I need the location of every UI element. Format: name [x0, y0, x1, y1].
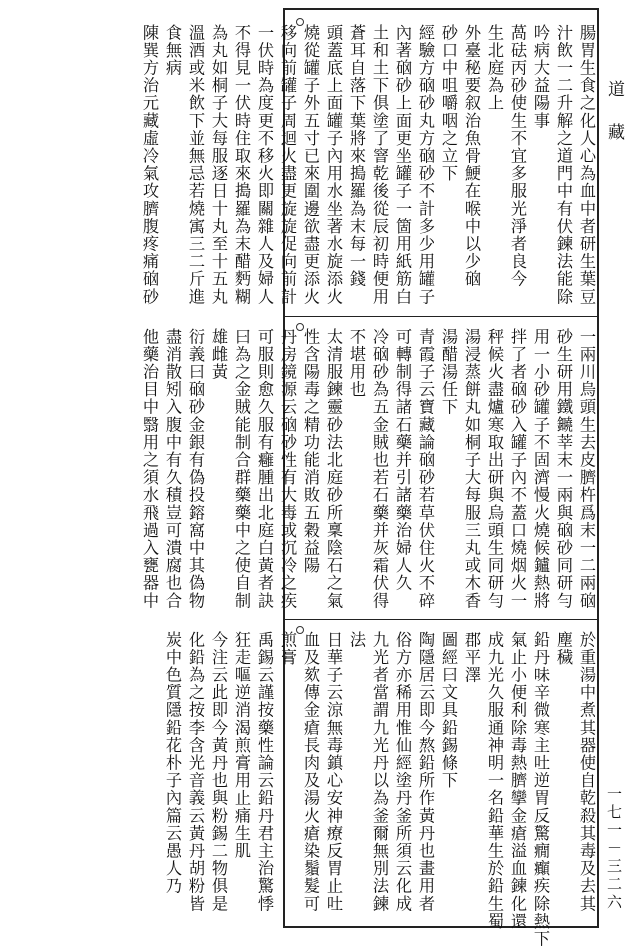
text-column: 冷硇砂為五金賊也若石藥并灰霜伏得 [370, 328, 389, 610]
text-column: 可轉制得諸石藥并引諸藥治婦人久 [393, 328, 412, 592]
text-column: 衍義曰硇砂金銀有偽投鎔窩中其偽物 [186, 328, 205, 610]
text-column: 一兩川烏頭生去皮臍杵爲末一二兩硇 [577, 328, 596, 610]
text-column: 一伏時為度更不移火即關雜人及婦人 [255, 24, 274, 306]
text-column: 圖經曰文具鉛錫條下 [439, 631, 458, 790]
text-column: 九光者當謂九光丹以為釜爾無別法鍊 [370, 631, 389, 913]
text-column: 日華子云涼無毒鎮心安神療反胃止吐 [324, 631, 343, 913]
text-column: 法 [347, 631, 366, 649]
text-column: 俗方亦稀用惟仙經塗丹釜所須云化成 [393, 631, 412, 913]
text-column: 血及欬傳金瘡長肉及湯火瘡染鬚髮可 [301, 631, 320, 913]
text-column: 湯浸蒸餅丸如桐子大每服三丸或木香 [462, 328, 481, 610]
text-column: 溫酒或米飲下並無忌若燒㝢三二斤進 [186, 24, 205, 306]
text-column: 砂口中咀嚼咽之立下 [439, 24, 458, 183]
text-column: 外臺秘要叙治魚骨鯁在喉中以少硇 [462, 24, 481, 288]
text-panel-bottom [163, 631, 597, 948]
text-column: 塵穢 [554, 631, 573, 667]
text-column: 不得見一伏時住取來搗羅為末醋麪糊 [232, 24, 251, 306]
text-panel-middle [140, 328, 597, 616]
text-column: 陶隱居云即今熬鉛所作黃丹也畫用者 [416, 631, 435, 913]
text-column: 可服則愈久服有癰腫出北庭白黃者訣 [255, 328, 274, 610]
text-column: 盡消散矧入腹中有久積豈可潰腐也合 [163, 328, 182, 610]
text-column: 為丸如桐子大每服逐日十丸至十五丸 [209, 24, 228, 306]
text-column: 汁飲一二升解之道門中有伏鍊法能除 [554, 24, 573, 306]
text-column: 食無病 [163, 24, 182, 77]
text-column: 拌了者硇砂入罐子內不蓋口燒烟火一 [508, 328, 527, 610]
text-column: 萵砝丙砂使生不宜多服光淨者良今 [508, 24, 527, 288]
text-column: 炭中色質隱鉛花朴子內篇云愚人乃 [163, 631, 182, 895]
margin-page-number: 一七一－三二六 [605, 786, 623, 912]
panel-divider [283, 619, 599, 620]
text-column: 丹房鏡源云硇砂性有大毒或沉冷之疾 [278, 328, 297, 610]
text-column: 不堪用也 [347, 328, 366, 399]
text-column: 腸胃生食之化人心為血中者研生葉豆 [577, 24, 596, 306]
text-column: 性含陽毒之精功能消敗五穀益陽 [301, 328, 320, 575]
text-column: 太清服鍊靈砂法北庭砂所稟陰石之氣 [324, 328, 343, 610]
text-column: 曰為之金賊能制合群藥藥中之使自制 [232, 328, 251, 610]
text-column: 成九光久服通神明一名鉛華生於鉛生蜀 [485, 631, 504, 931]
text-column: 煎膏 [278, 631, 297, 667]
text-column: 狂走嘔逆消渴煎膏用止痛生肌 [232, 631, 251, 860]
text-panel-top [140, 24, 597, 312]
text-column: 頭蓋底上面罐子內用水坐著水旋添火 [324, 24, 343, 306]
text-column: 他藥治目中翳用之須水飛過入甕器中 [140, 328, 159, 610]
text-column: 經驗方硇砂丸方硇砂不計多少用罐子 [416, 24, 435, 306]
text-column: 鉛丹味辛微寒主吐逆胃反驚癇癲疾除熱下 [531, 631, 550, 948]
text-column: 氣止小便利除毒熱臍攣金瘡溢血鍊化還 [508, 631, 527, 931]
text-column: 燒從罐子外五寸已來圍邊欲盡更添火 [301, 24, 320, 306]
text-column: 吟病大益陽事 [531, 24, 550, 130]
text-column: 用一小砂罐子不固濟慢火燒候鑪熱將 [531, 328, 550, 610]
panel-divider [283, 316, 599, 317]
text-column: 化鉛為之按李含光音義云黃丹胡粉皆 [186, 631, 205, 913]
text-column: 今注云此即今黃丹也與粉錫二物俱是 [209, 631, 228, 913]
text-column: 於重湯中煮其器使自乾殺其毒及去其 [577, 631, 596, 913]
text-column: 砂生研用鐵䥵莘末一兩與硇砂同研勻 [554, 328, 573, 610]
text-column: 禹錫云謹按藥性論云鉛丹君主治驚悸 [255, 631, 274, 913]
margin-title: 道藏 [604, 80, 624, 166]
text-column: 郡平澤 [462, 631, 481, 684]
text-column: 秤候火盡爐寒取出研與烏頭生同研勻 [485, 328, 504, 610]
text-column: 青霞子云寶藏論硇砂若草伏住火不碎 [416, 328, 435, 610]
text-column: 陳巽方治元藏虛冷氣攻臍腹疼痛硇砂 [140, 24, 159, 306]
text-column: 雄雌黃 [209, 328, 228, 381]
text-column: 內著硇砂上面更坐罐子一箇用紙筋白 [393, 24, 412, 306]
text-column: 土和土下俱塗了窨乾後從辰初時便用 [370, 24, 389, 306]
text-column: 湯醋湯任下 [439, 328, 458, 416]
text-column: 生北庭為上 [485, 24, 504, 112]
text-column: 蒼耳自落下葉將來搗羅為末每一錢 [347, 24, 366, 288]
text-column: 移向前罐子周迴火盡更旋旋促向前計 [278, 24, 297, 306]
